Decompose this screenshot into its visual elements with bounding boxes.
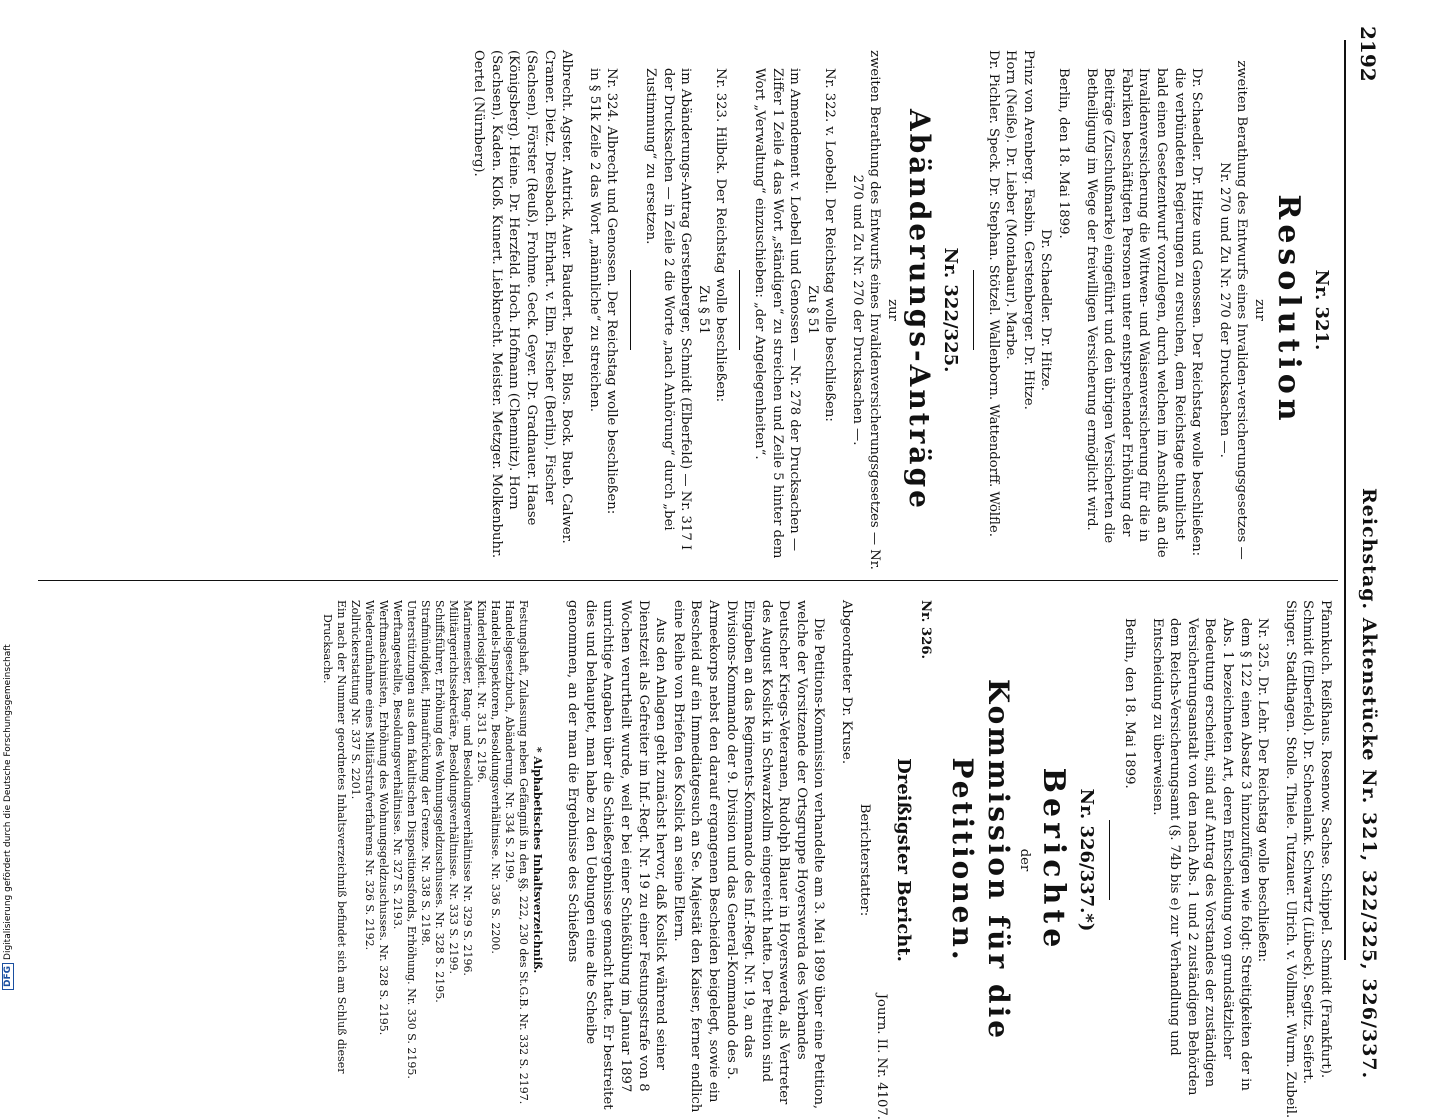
index-item: Handelsgesetzbuch, Abänderung. Nr. 334 S. 2199. bbox=[502, 600, 516, 883]
page-number: 2192 bbox=[1356, 26, 1380, 82]
reporter-name: Abgeordneter Dr. Kruse. bbox=[839, 600, 855, 765]
index-item: Strafmündigkeit, Hinaufrückung der Grenze. Nr. 338 S. 2198. bbox=[418, 600, 432, 946]
index-item: Unterstützungen aus dem fakultischen Dispositionsfonds, Erhöhung. Nr. 330 S. 2195. bbox=[404, 600, 418, 1079]
report-paragraph: Die Petitions-Kommission verhandelte am 3. Mai 1899 über eine Petition, welche der Vorsitzende der Ortsgruppe Hoyerswerda des Verbandes Deutscher Kriegs-Veteranen, Rudolph Blauer in Hoyerswerda, als Vertreter des August Koslick in Schwarzkollm eingereicht hatte. Der Petition sind Eingaben an das Regiments-Kommando des Inf.-Regt. Nr. 19, an das Divisions-Kommando der 9. Division und das General-Kommando des 5. Armeekorps nebst den darauf ergangenen Bescheiden beigelegt, sowie ein Bescheid auf ein Immediatgesuch an Se. Majestät den Kaiser, ferner endlich eine Reihe von Briefen des Koslick an seine Eltern. bbox=[670, 600, 827, 1113]
section-connector: zur bbox=[885, 299, 901, 321]
motion-body: in § 51k Zeile 2 das Wort „männliche“ zu streichen. bbox=[586, 68, 602, 412]
index-item: Marinemeister, Rang- und Besoldungsverhältnisse Nr. 329 S. 2196. bbox=[460, 600, 474, 976]
column-rule bbox=[38, 580, 1338, 581]
right-column bbox=[320, 600, 1334, 1120]
header-rule bbox=[1344, 40, 1346, 960]
index-item: Festungshaft, Zulassung neben Gefängniß in den §§. 222, 230 des St.G.B. Nr. 332 S. 2197. bbox=[516, 600, 530, 1105]
section-number: Nr. 322/325. bbox=[940, 247, 962, 373]
running-head: Reichstag. Aktenstücke Nr. 321, 322/325, 326/337. bbox=[1358, 488, 1380, 1080]
left-column bbox=[470, 50, 1334, 570]
motion-body: im Abänderungs-Antrag Gerstenberger, Schmidt (Elberfeld) — Nr. 317 I der Drucksachen — in Zeile 2 die Worte „nach Anhörung“ durch „bei Zustimmung“ zu ersetzen. bbox=[642, 68, 694, 551]
signatory-line: Dr. Pichler. Speck. Dr. Stephan. Stötzel. Wallenborn. Wattendorff. Wölfle. bbox=[985, 50, 1001, 537]
separator bbox=[630, 270, 631, 350]
motion-body: im Amendement v. Loebell und Genossen — Nr. 278 der Drucksachen — Ziffer 1 Zeile 4 das Wort „ständigen“ zu streichen und Zeile 5 hinter dem Wort „Verwaltung“ einzuschieben: „der Angelegenheiten“. bbox=[751, 68, 803, 559]
running-header bbox=[1340, 0, 1400, 1080]
report-paragraph: Aus den Anlagen geht zunächst hervor, daß Koslick während seiner Dienstzeit als Gefreiter im Inf.-Regt. Nr. 19 zu einer Festungsstrafe von 8 Wochen verurtheilt wurde, weil er bei einer Schießübung im Januar 1897 unrichtige Angaben über die Schießergebnisse gemacht hatte. Er bestreitet dies und behauptet, man habe zu den Uebungen eine alte Scheibe genommen, an der man die Ergebnisse des Schießens bbox=[565, 600, 669, 1110]
motion-date: Berlin, den 18. Mai 1899. bbox=[1122, 618, 1138, 789]
motion-heading: Nr. 323. Hilbck. Der Reichstag wolle beschließen: bbox=[713, 68, 729, 403]
section-connector: der bbox=[1017, 848, 1033, 872]
signatory-list: Pfannkuch. Reißhaus. Rosenow. Sachse. Schippel. Schmidt (Frankfurt). Schmidt (Elberfeld). Dr. Schoenlank. Schwartz (Lübeck). Segitz. Seifert. Singer. Stadthagen. Stolle. Thiele. Tutzauer. Ulrich. v. Vollmar. Wurm. Zubeil. bbox=[1282, 600, 1333, 1119]
section-title: Kommission für die Petitionen. bbox=[945, 678, 1015, 1042]
report-title: Dreißigster Bericht. bbox=[893, 758, 915, 962]
dfg-credit-text: Digitalisierung gefördert durch die Deutsche Forschungsgemeinschaft bbox=[3, 644, 13, 960]
signatory-line: Horn (Neiße). Dr. Lieber (Montabaur). Marbe. bbox=[1003, 50, 1019, 360]
motion-paragraph-ref: Zu § 51 bbox=[804, 285, 820, 335]
alphabetical-index bbox=[320, 600, 544, 1120]
index-item: Zollrückerstattung Nr. 337 S. 2201. bbox=[348, 600, 362, 800]
index-item: Werftmaschinisten, Erhöhung des Wohnungsgeldzuschusses. Nr. 328 S. 2195. bbox=[376, 600, 390, 1036]
signatory-line: Dr. Schaedler. Dr. Hitze. bbox=[1038, 229, 1054, 391]
motion-body: die verbündeten Regierungen zu ersuchen, dem Reichstage thunlichst bald einen Gesetzentwurf vorzulegen, durch welchen im Anschluß an die Invalidenversicherung die Wittwen- und Waisenversicherung für die in Fabriken beschäftigten Personen unter entsprechender Erhöhung der Beiträge (Zuschußmarke) eingeführt und den übrigen Versicherten die Betheiligung im Wege der freiwilligen Versicherung ermöglicht wird. bbox=[1083, 68, 1187, 558]
separator bbox=[973, 270, 974, 350]
motion-date: Berlin, den 18. Mai 1899. bbox=[1056, 68, 1072, 239]
index-item: Kinderlosigkeit. Nr. 331 S. 2196. bbox=[474, 600, 488, 783]
motion-heading: Nr. 322. v. Loebell. Der Reichstag wolle beschließen: bbox=[822, 68, 838, 422]
section-connector: zur bbox=[1252, 299, 1267, 321]
motion-heading: Nr. 325. Dr. Lehr. Der Reichstag wolle beschließen: bbox=[1255, 618, 1271, 963]
index-item: Schiffsführer, Erhöhung des Wohnungsgeldzuschusses. Nr. 328 S. 2195. bbox=[432, 600, 446, 1003]
signatory-line: Prinz von Arenberg. Fasbin. Gerstenberger. Dr. Hitze. bbox=[1020, 50, 1036, 410]
journal-number: Journ. II. Nr. 4107. bbox=[874, 993, 890, 1120]
index-title: * Alphabetisches Inhaltsverzeichniß. bbox=[530, 746, 544, 974]
section-title: Berichte bbox=[1036, 767, 1072, 953]
section-title: Resolution bbox=[1271, 194, 1306, 426]
index-item: Werftangestellte, Besoldungsverhältnisse. Nr. 327 S. 2193. bbox=[390, 600, 404, 930]
motion-body: dem § 122 einen Absatz 3 hinzuzufügen wie folgt: Streitigkeiten der in Abs. 1 bezeichneten Art, deren Entscheidung von grundsätzlicher Bedeutung erscheint, sind auf Antrag des Vorstandes der zuständigen Versicherungsanstalt von den nach Abs. 1 und 2 zuständigen Behörden dem Reichs-Versicherungsamt (§. 74b bis e) zur Verhandlung und Entscheidung zu überweisen. bbox=[1149, 618, 1253, 1096]
index-item: Wiederaufnahme eines Militärstrafverfahrens Nr. 326 S. 2192. bbox=[362, 600, 376, 951]
section-subtitle: zweiten Berathung des Entwurfs eines Invalidenversicherungsgesetzes — Nr. 270 und Zu Nr. 270 der Drucksachen —. bbox=[849, 50, 883, 570]
index-item: Militärgerichtssekretäre, Besoldungsverhältnisse. Nr. 333 S. 2199. bbox=[446, 600, 460, 975]
dfg-credit bbox=[2, 644, 14, 990]
section-number: Nr. 326/337.*) bbox=[1076, 788, 1098, 932]
separator bbox=[739, 270, 740, 350]
motion-paragraph-ref: Zu § 51 bbox=[695, 285, 711, 335]
section-number: Nr. 321. bbox=[1311, 269, 1332, 351]
motion-intro: Dr. Schaedler. Dr. Hitze und Genossen. Der Reichstag wolle beschließen: bbox=[1189, 68, 1205, 557]
report-number: Nr. 326. bbox=[917, 600, 933, 660]
motion-heading: Nr. 324. Albrecht und Genossen. Der Reichstag wolle beschließen: bbox=[604, 68, 620, 515]
index-item: Handels-Inspektoren, Besoldungsverhältnisse. Nr. 336 S. 2200. bbox=[488, 600, 502, 954]
separator bbox=[1109, 820, 1110, 900]
section-subtitle: zweiten Berathung des Entwurfs eines Invaliden-versicherungsgesetzes — Nr. 270 und Zu Nr. 270 der Drucksachen —. bbox=[1216, 60, 1250, 560]
section-title: Abänderungs-Anträge bbox=[903, 109, 937, 511]
reporter-label: Berichterstatter: bbox=[856, 803, 872, 917]
signatory-list: Albrecht. Agster. Antrick. Auer. Baudert. Bebel. Blos. Bock. Bueb. Calwer. Cramer. Dietz. Dreesbach. Ehrhart. v. Elm. Fischer (Berlin). Fischer (Sachsen). Förster (Reuß). Frohme. Geck. Geyer. Dr. Gradnauer. Haase (Königsberg). Heine. Dr. Herzfeld. Hoch. Hofmann (Chemnitz). Horn (Sachsen). Kaden. Kloß. Kunert. Liebknecht. Meister. Metzger. Molkenbuhr. Oertel (Nürnberg). bbox=[471, 50, 575, 559]
dfg-logo: DFG bbox=[2, 963, 14, 990]
index-item: Ein nach der Nummer geordnetes Inhaltsverzeichniß befindet sich am Schluß dieser Drucksache. bbox=[320, 600, 348, 1074]
